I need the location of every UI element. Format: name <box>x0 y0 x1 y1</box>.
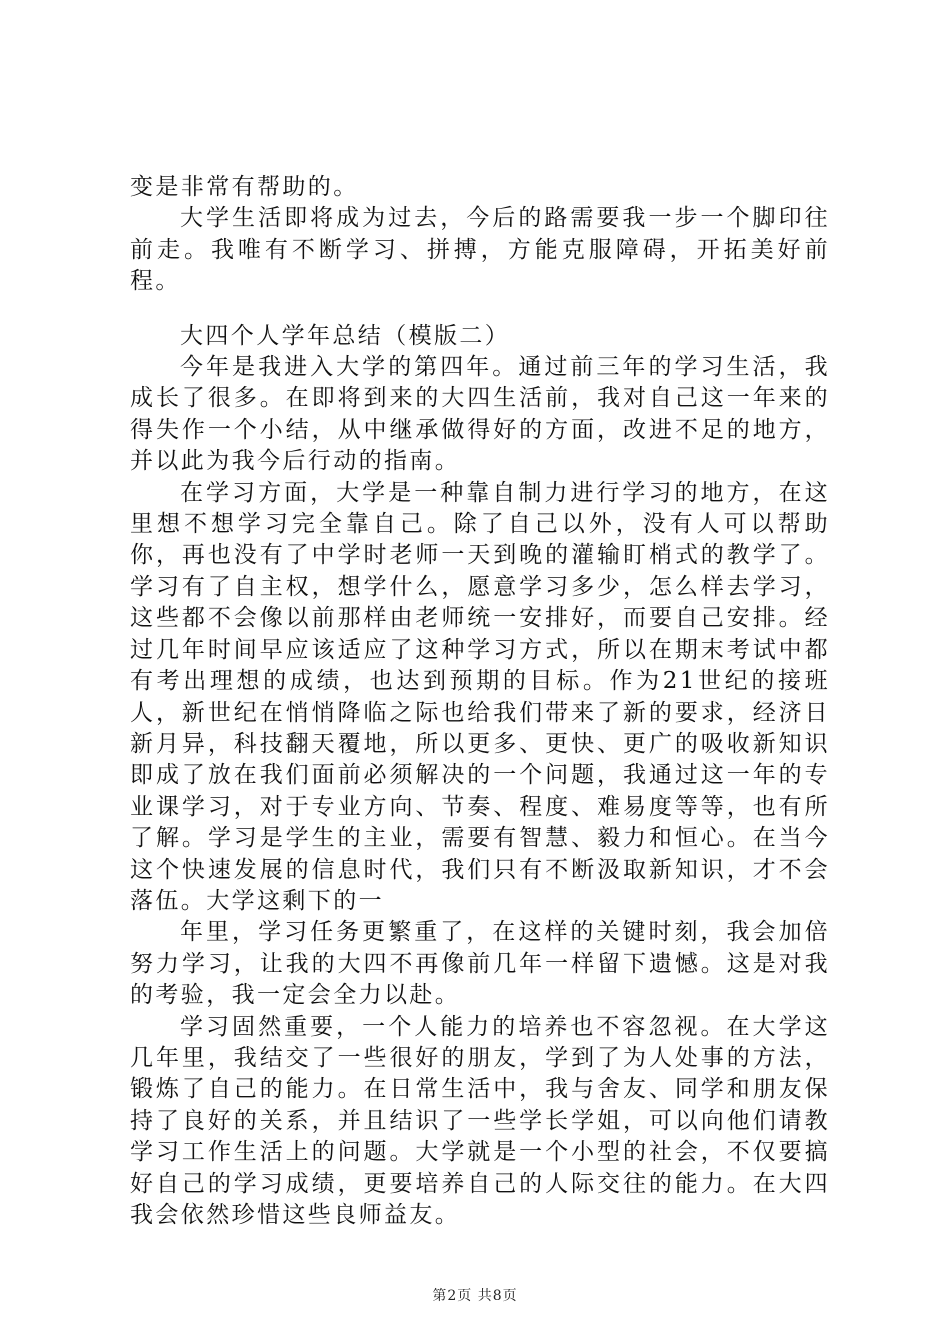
document-body <box>130 172 830 1231</box>
paragraph-study: 在学习方面，大学是一种靠自制力进行学习的地方，在这里想不想学习完全靠自己。除了自己以外，没有人可以帮助你，再也没有了中学时老师一天到晚的灌输盯梢式的教学了。学习有了自主权，想学什么，愿意学习多少，怎么样去学习，这些都不会像以前那样由老师统一安排好，而要自己安排。经过几年时间早应该适应了这种学习方式，所以在期末考试中都有考出理想的成绩，也达到预期的目标。作为21世纪的接班人，新世纪在悄悄降临之际也给我们带来了新的要求，经济日新月异，科技翻天覆地，所以更多、更快、更广的吸收新知识即成了放在我们面前必须解决的一个问题，我通过这一年的专业课学习，对于专业方向、节奏、程度、难易度等等，也有所了解。学习是学生的主业，需要有智慧、毅力和恒心。在当今这个快速发展的信息时代，我们只有不断汲取新知识，才不会落伍。大学这剩下的一 <box>130 479 830 914</box>
paragraph-continuation: 变是非常有帮助的。 <box>130 174 359 200</box>
section-heading: 大四个人学年总结（模版二） <box>180 322 511 349</box>
paragraph-ability: 学习固然重要，一个人能力的培养也不容忽视。在大学这几年里，我结交了一些很好的朋友，学到了为人处事的方法，锻炼了自己的能力。在日常生活中，我与舍友、同学和朋友保持了良好的关系，并且结识了一些学长学姐，可以向他们请教学习工作生活上的问题。大学就是一个小型的社会，不仅要搞好自己的学习成绩，更要培养自己的人际交往的能力。在大四我会依然珍惜这些良师益友。 <box>130 1013 830 1228</box>
page-number-footer: 第2页 共8页 <box>432 1288 518 1304</box>
paragraph-closing: 大学生活即将成为过去，今后的路需要我一步一个脚印往前走。我唯有不断学习、拼搏，方能克服障碍，开拓美好前程。 <box>130 205 830 295</box>
paragraph-study-continued: 年里，学习任务更繁重了，在这样的关键时刻，我会加倍努力学习，让我的大四不再像前几年一样留下遗憾。这是对我的考验，我一定会全力以赴。 <box>130 919 830 1009</box>
paragraph-intro: 今年是我进入大学的第四年。通过前三年的学习生活，我成长了很多。在即将到来的大四生活前，我对自己这一年来的得失作一个小结，从中继承做得好的方面，改进不足的地方，并以此为我今后行动的指南。 <box>130 354 830 475</box>
